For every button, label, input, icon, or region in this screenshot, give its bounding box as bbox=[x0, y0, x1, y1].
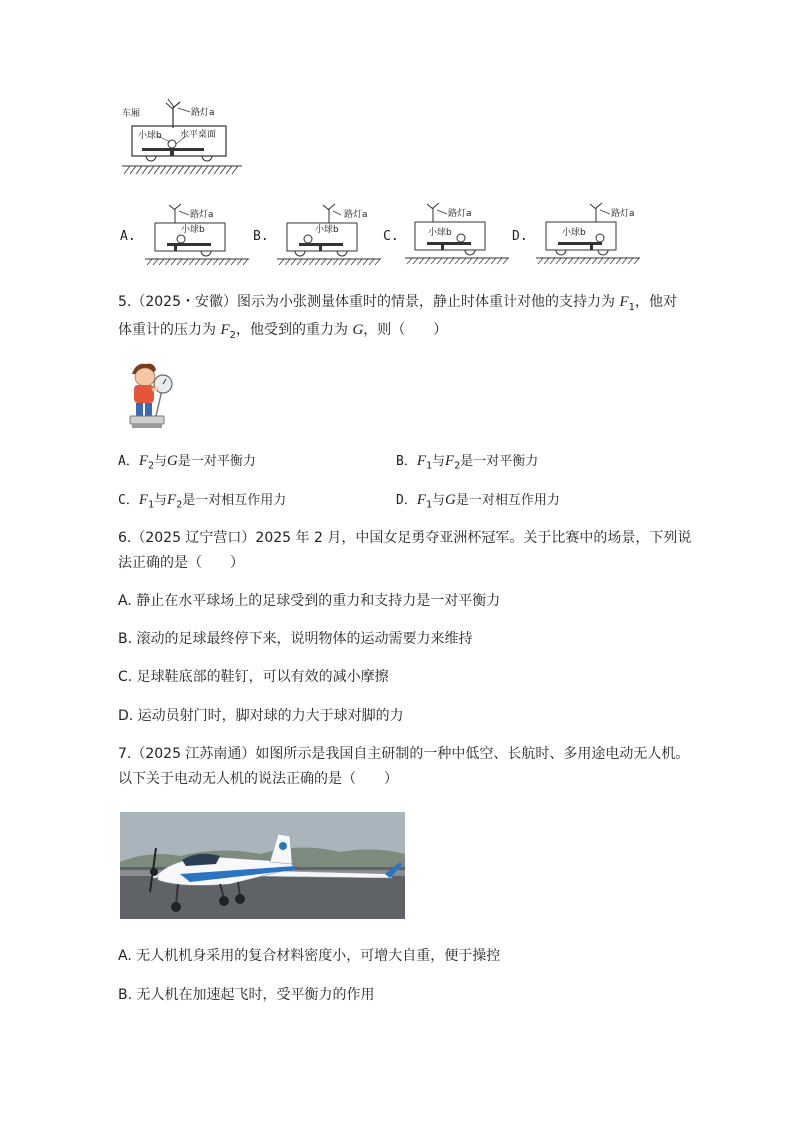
q5-option-b: B．$F_1$与$F_2$是一对平衡力 bbox=[396, 453, 539, 472]
q4-option-b-figure bbox=[275, 203, 383, 267]
q4-option-c-letter: C. bbox=[383, 229, 399, 244]
q4-b-lamp-label: 路灯a bbox=[344, 210, 368, 220]
q5-option-d: D．$F_1$与G是一对相互作用力 bbox=[396, 492, 560, 511]
q4-option-d-figure bbox=[534, 200, 642, 266]
q4-option-d-letter: D. bbox=[512, 229, 528, 244]
q5-line1: 5.（2025・安徽）图示为小张测量体重时的情景，静止时体重计对他的支持力为 $F_1$，他对 bbox=[118, 294, 677, 313]
q4-option-c-figure bbox=[403, 200, 511, 266]
q6-option-d: D. 运动员射门时，脚对球的力大于球对脚的力 bbox=[118, 708, 404, 724]
q7-option-a: A. 无人机机身采用的复合材料密度小，可增大自重，便于操控 bbox=[118, 948, 501, 964]
q4-a-ball-label: 小球b bbox=[181, 225, 205, 235]
q6-line1: 6.（2025 辽宁营口）2025 年 2 月，中国女足勇夺亚洲杯冠军。关于比赛中的场景，下列说 bbox=[118, 530, 692, 546]
person-on-scale-illustration bbox=[126, 360, 178, 432]
drone-aircraft-photo bbox=[120, 812, 405, 919]
q4-c-ball-label: 小球b bbox=[428, 228, 452, 238]
q4-option-a-letter: A. bbox=[120, 229, 136, 244]
label-table: 水平桌面 bbox=[180, 130, 217, 140]
q4-b-ball-label: 小球b bbox=[315, 225, 339, 235]
q6-option-a: A. 静止在水平球场上的足球受到的重力和支持力是一对平衡力 bbox=[118, 593, 501, 609]
q4-d-lamp-label: 路灯a bbox=[611, 209, 635, 219]
q5-line2: 体重计的压力为 $F_2$，他受到的重力为 G，则（ ） bbox=[118, 322, 448, 341]
q4-a-lamp-label: 路灯a bbox=[190, 210, 214, 220]
q5-option-c: C．$F_1$与$F_2$是一对相互作用力 bbox=[118, 492, 287, 511]
figure-cart-main bbox=[118, 98, 248, 176]
q5-option-a: A．$F_2$与G是一对平衡力 bbox=[118, 453, 256, 472]
label-lamp: 路灯a bbox=[191, 108, 215, 118]
q6-line2: 法正确的是（ ） bbox=[118, 555, 244, 571]
q4-c-lamp-label: 路灯a bbox=[448, 209, 472, 219]
q6-option-c: C. 足球鞋底部的鞋钉，可以有效的减小摩擦 bbox=[118, 669, 389, 685]
q7-option-b: B. 无人机在加速起飞时，受平衡力的作用 bbox=[118, 987, 375, 1003]
q7-line1: 7.（2025 江苏南通）如图所示是我国自主研制的一种中低空、长航时、多用途电动无人机。 bbox=[118, 746, 690, 762]
q4-d-ball-label: 小球b bbox=[562, 228, 586, 238]
label-ball: 小球b bbox=[138, 131, 162, 141]
q4-option-b-letter: B. bbox=[253, 229, 269, 244]
label-cabin: 车厢 bbox=[122, 109, 141, 119]
q7-line2: 以下关于电动无人机的说法正确的是（ ） bbox=[118, 771, 398, 787]
q4-option-a-figure bbox=[143, 203, 251, 267]
q6-option-b: B. 滚动的足球最终停下来，说明物体的运动需要力来维持 bbox=[118, 631, 473, 647]
